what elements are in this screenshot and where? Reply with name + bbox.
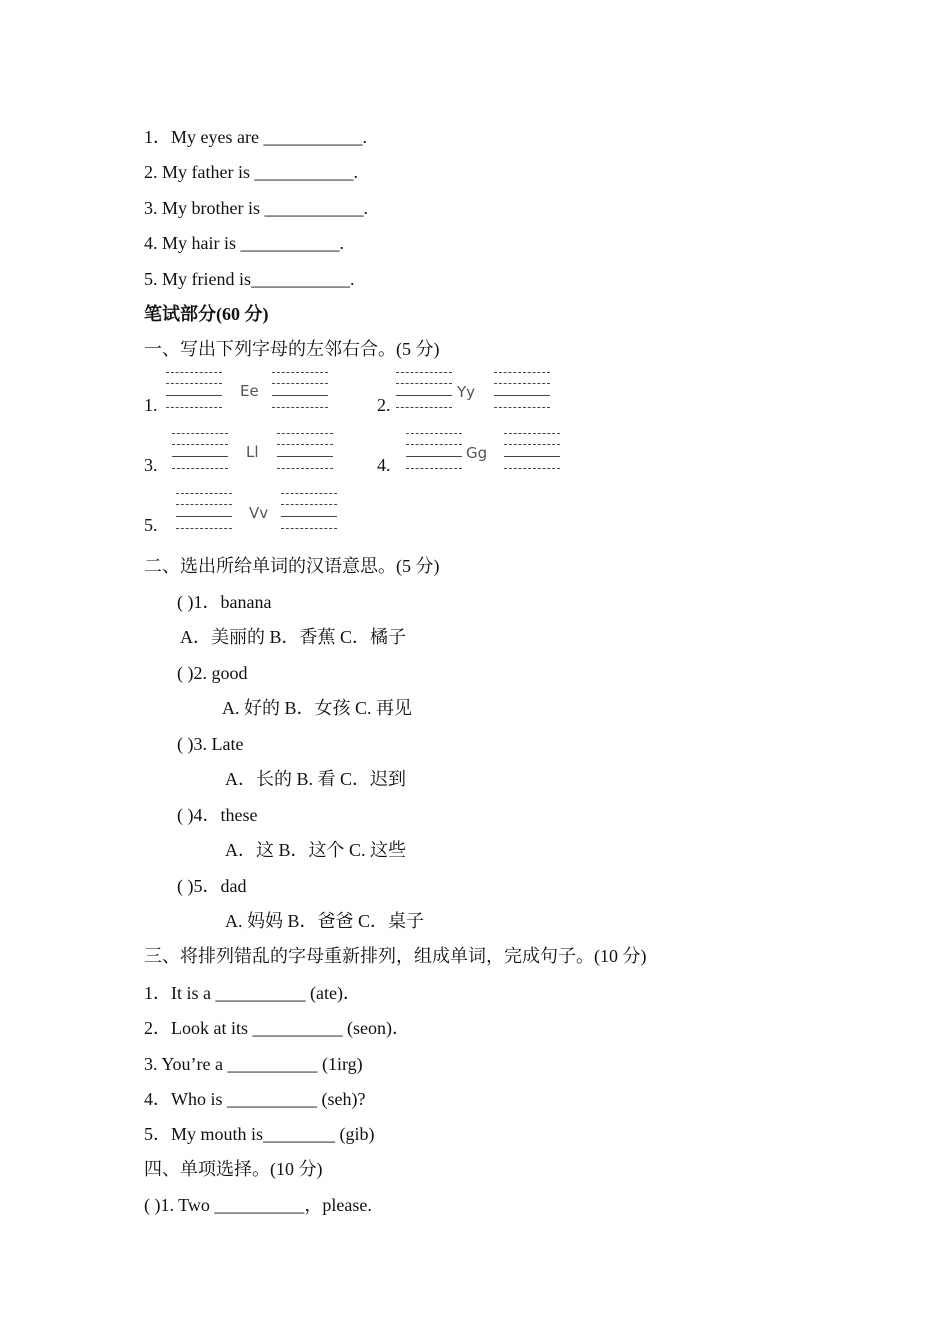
- letter-item-number: 5.: [144, 515, 158, 535]
- handwriting-guide-left: [166, 372, 222, 419]
- letter-item-number: 2.: [377, 395, 391, 415]
- letter-item-number: 1.: [144, 395, 158, 415]
- handwriting-guide-left: [172, 433, 228, 480]
- choice-options: A．美丽的 B．香蕉 C．橘子: [180, 627, 407, 647]
- section2-title: 二、选出所给单词的汉语意思。(5 分): [144, 556, 440, 576]
- handwriting-guide-right: [494, 372, 550, 419]
- letter-pair: Vv: [249, 504, 269, 522]
- letter-item-number: 3.: [144, 455, 158, 475]
- single-choice-item: ( )1. Two __________，please.: [144, 1195, 372, 1215]
- choice-options: A．这 B．这个 C. 这些: [225, 840, 407, 860]
- handwriting-guide-left: [176, 493, 232, 540]
- handwriting-guide-right: [272, 372, 328, 419]
- unscramble-item: 1．It is a __________ (ate)．: [144, 983, 361, 1003]
- letter-pair: Yy: [457, 383, 476, 401]
- choice-question: ( )5．dad: [177, 876, 247, 896]
- unscramble-item: 4．Who is __________ (seh)?: [144, 1089, 366, 1109]
- handwriting-guide-right: [281, 493, 337, 540]
- choice-options: A. 好的 B．女孩 C. 再见: [222, 698, 413, 718]
- letter-pair: Ee: [240, 382, 259, 400]
- written-part-title: 笔试部分(60 分): [144, 304, 269, 324]
- choice-question: ( )4．these: [177, 805, 258, 825]
- handwriting-guide-left: [406, 433, 462, 480]
- letter-pair: Ll: [246, 443, 259, 461]
- choice-question: ( )1．banana: [177, 592, 272, 612]
- handwriting-guide-right: [504, 433, 560, 480]
- top-question: 3. My brother is ___________.: [144, 198, 368, 218]
- choice-question: ( )3. Late: [177, 734, 244, 754]
- section1-title: 一、写出下列字母的左邻右合。(5 分): [144, 339, 440, 359]
- handwriting-guide-left: [396, 372, 452, 419]
- unscramble-item: 3. You’re a __________ (1irg): [144, 1054, 363, 1074]
- top-question: 2. My father is ___________.: [144, 162, 358, 182]
- letter-item-number: 4.: [377, 455, 391, 475]
- letter-pair: Gg: [466, 444, 488, 462]
- handwriting-guide-right: [277, 433, 333, 480]
- unscramble-item: 2．Look at its __________ (seon)．: [144, 1018, 410, 1038]
- top-question: 5. My friend is___________.: [144, 269, 355, 289]
- section4-title: 四、单项选择。(10 分): [144, 1159, 323, 1179]
- top-question: 4. My hair is ___________.: [144, 233, 344, 253]
- unscramble-item: 5．My mouth is________ (gib): [144, 1124, 375, 1144]
- top-question: 1．My eyes are ___________.: [144, 127, 367, 147]
- choice-options: A．长的 B. 看 C．迟到: [225, 769, 407, 789]
- choice-question: ( )2. good: [177, 663, 248, 683]
- section3-title: 三、将排列错乱的字母重新排列，组成单词，完成句子。(10 分): [144, 946, 647, 966]
- choice-options: A. 妈妈 B．爸爸 C．桌子: [225, 911, 425, 931]
